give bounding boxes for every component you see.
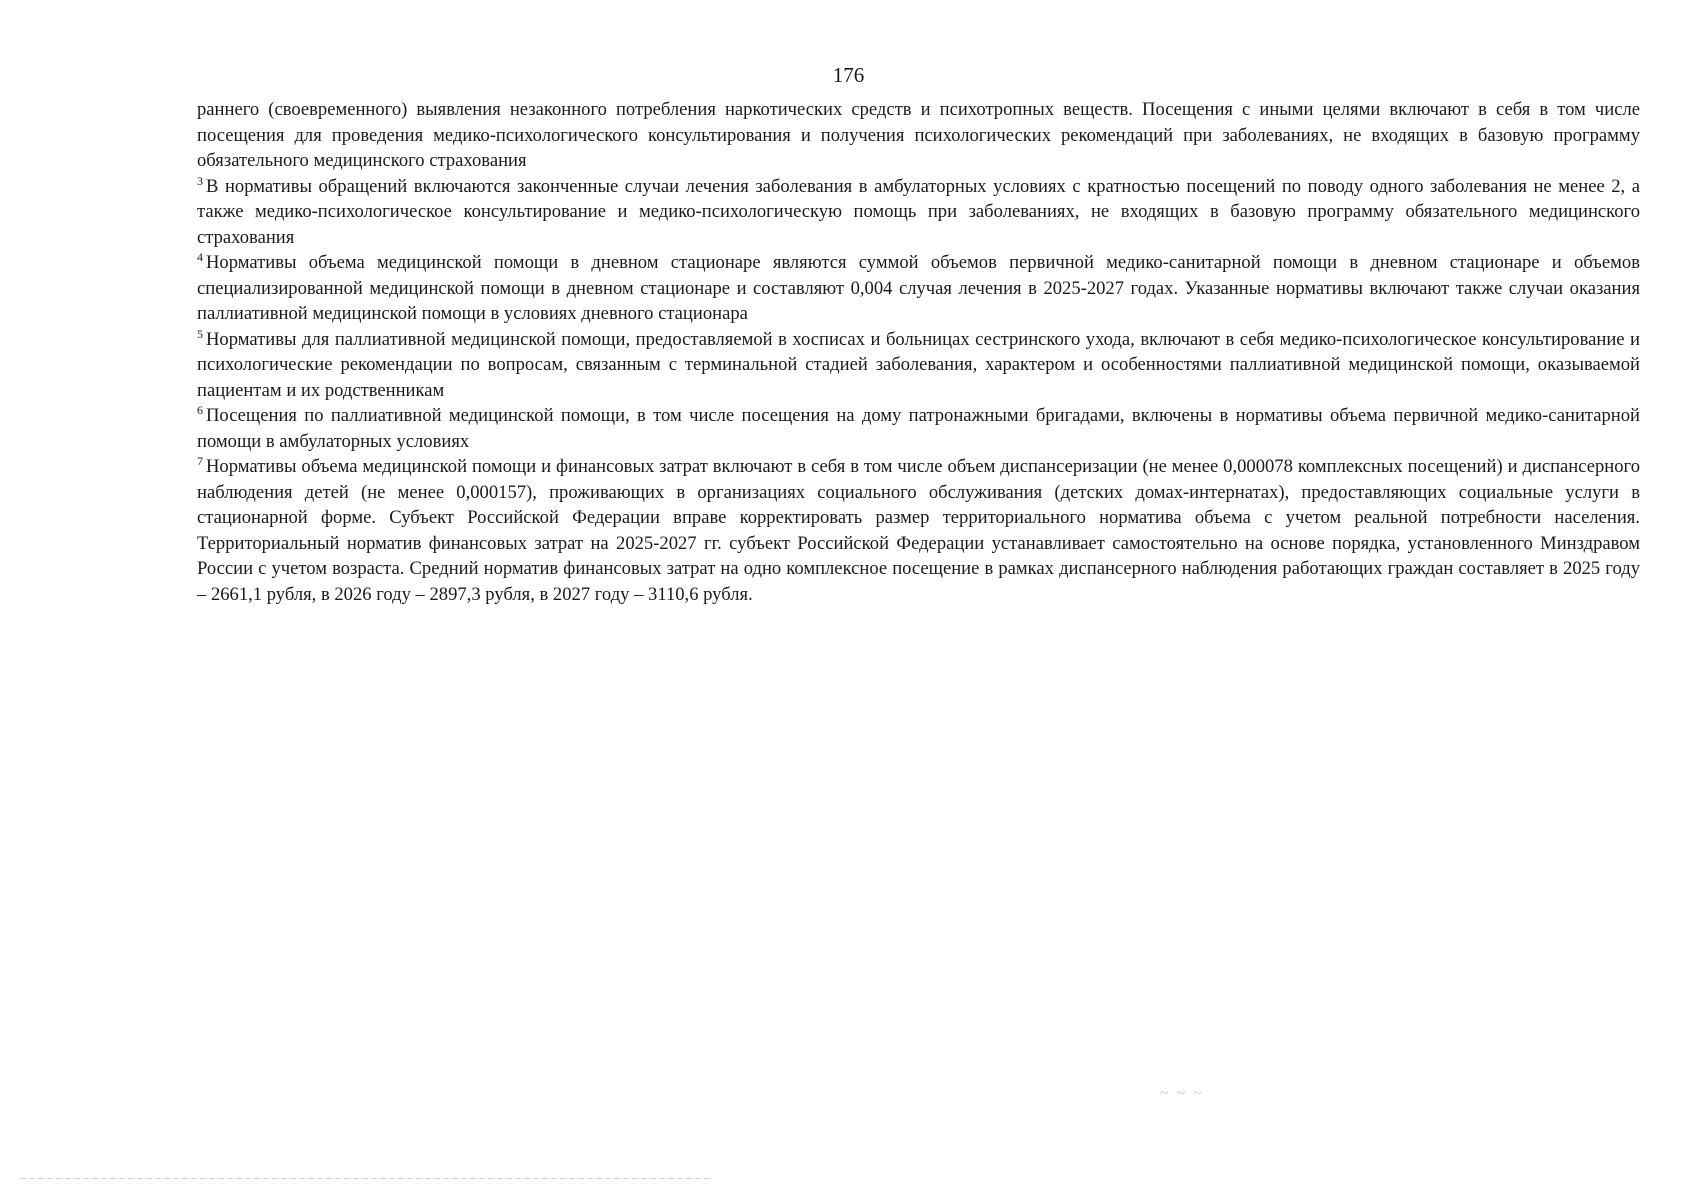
footnote-marker: 4 [197, 250, 203, 264]
footnote-text: Нормативы объема медицинской помощи в дневном стационаре являются суммой объемов первичной медико-санитарной помощи в дневном стационаре и объемов специализированной медицинской помощи в дневном стационаре и составляют 0,004 случая лечения в 2025-2027 годах. Указанные нормативы включают также случаи оказания паллиативной медицинской помощи в условиях дневного стационара [197, 252, 1640, 324]
footnote-text: Нормативы объема медицинской помощи и финансовых затрат включают в себя в том числе объем диспансеризации (не менее 0,000078 комплексных посещений) и диспансерного наблюдения детей (не менее 0,000157), проживающих в организациях социального обслуживания (детских домах-интернатах), предоставляющих социальные услуги в стационарной форме. Субъект Российской Федерации вправе корректировать размер территориального норматива объема с учетом реальной потребности населения. Территориальный норматив финансовых затрат на 2025-2027 гг. субъект Российской Федерации устанавливает самостоятельно на основе порядка, установленного Минздравом России с учетом возраста. Средний норматив финансовых затрат на одно комплексное посещение в рамках диспансерного наблюдения работающих граждан составляет в 2025 году – 2661,1 рубля, в 2026 году – 2897,3 рубля, в 2027 году – 3110,6 рубля. [197, 456, 1640, 605]
footnote-marker: 6 [197, 403, 203, 417]
footnote-text: В нормативы обращений включаются законченные случаи лечения заболевания в амбулаторных условиях с кратностью посещений по поводу одного заболевания не менее 2, а также медико-психологическое консультирование и медико-психологическую помощь при заболеваниях, не входящих в базовую программу обязательного медицинского страхования [197, 175, 1640, 248]
footnote-5 [197, 327, 1640, 404]
footnote-4 [197, 250, 1640, 327]
footnote-text: Посещения по паллиативной медицинской помощи, в том числе посещения на дому патронажными бригадами, включены в нормативы объема первичной медико-санитарной помощи в амбулаторных условиях [197, 405, 1640, 452]
continuation-paragraph: раннего (своевременного) выявления незаконного потребления наркотических средств и психотропных веществ. Посещения с иными целями включают в себя в том числе посещения для проведения медико-психологического консультирования и получения психологических рекомендаций при заболеваниях, не входящих в базовую программу обязательного медицинского страхования [197, 99, 1640, 171]
footnote-3 [197, 174, 1640, 251]
page-number: 176 [832, 63, 865, 87]
document-body [197, 97, 1640, 607]
footnote-marker: 5 [197, 326, 203, 341]
scan-artifact: ~ ~ ~ [1160, 1085, 1204, 1102]
footnote-text: Нормативы для паллиативной медицинской помощи, предоставляемой в хосписах и больницах сестринского ухода, включают в себя медико-психологическое консультирование и психологические рекомендации по вопросам, связанным с терминальной стадией заболевания, характером и особенностями паллиативной медицинской помощи, оказываемой пациентам и их родственникам [197, 328, 1640, 401]
footnote-7 [197, 454, 1640, 607]
footnote-marker: 3 [197, 173, 203, 188]
scan-edge-line [20, 1178, 710, 1179]
footnote-6 [197, 403, 1640, 454]
footnote-marker: 7 [197, 454, 203, 468]
